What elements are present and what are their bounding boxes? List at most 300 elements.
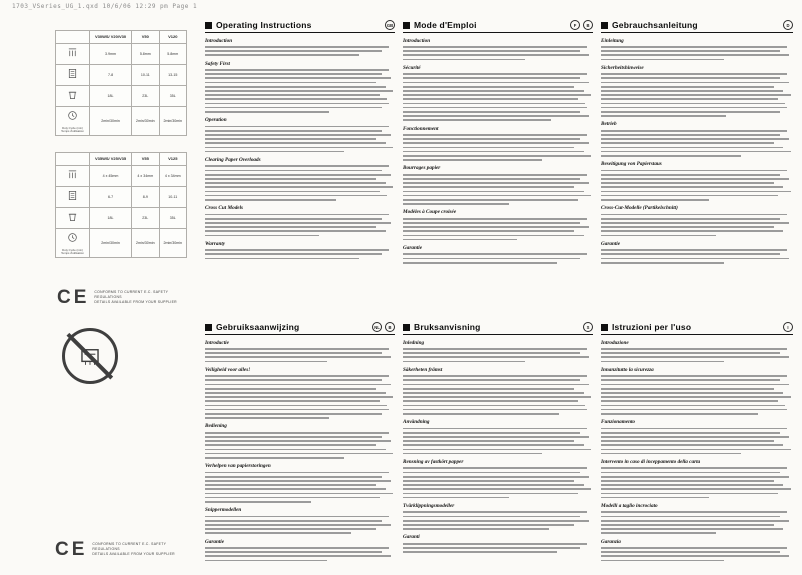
text-line [205, 413, 382, 415]
bin-capacity-icon [56, 86, 90, 107]
text-line [403, 388, 574, 390]
spec-value: 2min/30min [132, 107, 159, 136]
section-heading: Beseitigung von Papierstaus [601, 161, 662, 168]
text-line [205, 134, 391, 136]
text-line [403, 203, 509, 205]
text-line [403, 186, 574, 188]
text-line [403, 428, 587, 430]
sheet-capacity-icon [56, 65, 90, 86]
text-line [403, 258, 580, 260]
text-line [205, 253, 382, 255]
text-line [403, 77, 580, 79]
spec-table-corner [56, 153, 90, 166]
text-line [601, 50, 780, 52]
text-line [403, 348, 587, 350]
shredder-glyph-icon [65, 331, 115, 381]
ce-conformity-block-bottom [55, 540, 187, 559]
text-line [403, 195, 591, 197]
spec-value: 2min/30min [132, 229, 159, 258]
spec-value: 13-15 [159, 65, 186, 86]
text-line [601, 493, 778, 495]
lang-code-badge: I [783, 322, 793, 332]
spec-value: 2min/30min [159, 107, 186, 136]
text-line [205, 82, 376, 84]
text-line [403, 226, 589, 228]
lang-title: Bruksanvisning [414, 322, 481, 332]
text-line [403, 239, 517, 241]
print-metadata: 1703_VSeries_UG_1.qxd 10/6/06 12:29 pm Page 1 [12, 3, 198, 10]
section-heading: Veiligheid voor alles! [205, 366, 251, 373]
section-heading: Innanzitutto la sicurezza [601, 366, 654, 373]
text-line [205, 258, 359, 260]
text-line [601, 409, 787, 411]
text-line [205, 226, 376, 228]
text-line [205, 174, 391, 176]
text-line [601, 103, 785, 105]
text-line [205, 384, 391, 386]
section-heading: Garantie [601, 240, 621, 247]
text-line [601, 488, 791, 490]
spec-value: 10-11 [132, 65, 159, 86]
text-line [403, 440, 574, 442]
text-line [601, 170, 787, 172]
text-line [205, 94, 380, 96]
text-line [205, 524, 391, 526]
lang-code-badge: NL [372, 322, 382, 332]
text-line [205, 142, 386, 144]
text-line [403, 392, 584, 394]
section-heading: Sécurité [403, 64, 421, 71]
lang-header [601, 20, 793, 33]
text-line [403, 444, 584, 446]
spec-row-label: Duty Cycle (min) Temps d'utilisation [61, 248, 84, 256]
spec-value: 18L [90, 208, 132, 229]
text-line [601, 361, 724, 363]
section-heading: Bediening [205, 423, 227, 430]
section-heading: Cross Cut Models [205, 205, 244, 212]
text-line [601, 262, 724, 264]
text-line [205, 480, 391, 482]
section-heading: Garanzia [601, 538, 621, 545]
prohibition-symbol-icon [62, 328, 118, 384]
text-line [205, 90, 393, 92]
section-heading: Warranty [205, 240, 226, 247]
text-line [205, 409, 389, 411]
spec-value: 4 x 34mm [159, 166, 186, 187]
ce-text [94, 290, 189, 305]
lang-title: Operating Instructions [216, 20, 312, 30]
text-line [403, 115, 589, 117]
text-line [205, 182, 386, 184]
lang-block-d [601, 20, 793, 266]
section-heading: Introductie [205, 339, 229, 346]
text-line [601, 77, 780, 79]
bin-capacity-icon [56, 208, 90, 229]
text-line [205, 528, 376, 530]
text-line [205, 130, 382, 132]
section-heading: Introduzione [601, 339, 629, 346]
lang-header [205, 322, 395, 335]
text-line [403, 488, 591, 490]
ce-conformity-block [57, 288, 189, 307]
section-heading: Betrieb [601, 121, 617, 128]
text-line [205, 165, 389, 167]
text-line [601, 400, 778, 402]
text-line [205, 457, 344, 459]
ce-text-line2: DETAILS AVAILABLE FROM YOUR SUPPLIER [92, 552, 175, 557]
text-line [601, 86, 774, 88]
lang-block-gb [205, 20, 395, 262]
spec-table-corner [56, 31, 90, 44]
text-line [403, 94, 591, 96]
text-line [601, 497, 709, 499]
text-line [403, 551, 557, 553]
spec-table-1 [55, 30, 187, 136]
text-line [205, 476, 382, 478]
text-line [205, 375, 389, 377]
section-heading: Sicherheitshinweise [601, 64, 644, 71]
text-line [601, 511, 787, 513]
heading-square-icon [205, 22, 212, 29]
section-heading: Operation [205, 117, 227, 124]
text-line [601, 178, 789, 180]
text-line [205, 126, 389, 128]
text-line [205, 111, 329, 113]
text-line [205, 50, 382, 52]
text-line [205, 191, 380, 193]
text-line [205, 214, 389, 216]
spec-column-header: V30WS/ V20/V30 [90, 31, 132, 44]
text-line [403, 191, 584, 193]
text-line [403, 90, 584, 92]
ce-text-line1: CONFORMS TO CURRENT E.C. SAFETY REGULATIONS [94, 290, 169, 299]
text-line [403, 379, 580, 381]
section-heading: Fonctionnement [403, 125, 439, 132]
text-line [205, 218, 382, 220]
text-line [403, 199, 578, 201]
text-line [601, 532, 716, 534]
text-line [403, 174, 587, 176]
text-line [601, 476, 789, 478]
text-line [403, 413, 559, 415]
text-line [403, 155, 591, 157]
spec-value: 8-9 [132, 187, 159, 208]
text-line [601, 547, 787, 549]
text-line [205, 195, 387, 197]
text-line [601, 375, 787, 377]
duty-cycle-icon [56, 107, 90, 136]
text-line [205, 497, 380, 499]
ce-text [92, 542, 187, 557]
text-line [205, 547, 389, 549]
spec-column-header: V125 [159, 153, 186, 166]
text-line [205, 98, 387, 100]
text-line [601, 528, 783, 530]
lang-title: Istruzioni per l'uso [612, 322, 692, 332]
text-line [601, 405, 785, 407]
text-line [403, 111, 580, 113]
ce-mark: CE [57, 287, 90, 308]
ce-text-line1: CONFORMS TO CURRENT E.C. SAFETY REGULATIONS [92, 542, 167, 551]
lang-code-badge: S [583, 322, 593, 332]
section-heading: Safety First [205, 60, 230, 67]
text-line [205, 560, 327, 562]
text-line [205, 392, 386, 394]
text-line [403, 86, 574, 88]
text-line [403, 543, 587, 545]
section-heading: Snippermodellen [205, 507, 242, 514]
text-line [205, 107, 382, 109]
text-line [601, 138, 789, 140]
text-line [205, 199, 336, 201]
text-line [205, 379, 382, 381]
spec-value: 5.8mm [132, 44, 159, 65]
text-line [601, 222, 789, 224]
spec-value: 2min/30min [159, 229, 186, 258]
text-line [403, 134, 587, 136]
text-line [601, 142, 774, 144]
spec-column-header: V35WS/ V25/V35 [90, 153, 132, 166]
text-line [205, 361, 327, 363]
text-line [601, 73, 787, 75]
text-line [205, 532, 351, 534]
lang-block-f [403, 20, 593, 266]
spec-value: 4 x 45mm [90, 166, 132, 187]
text-line [403, 432, 580, 434]
text-line [205, 235, 319, 237]
text-line [403, 54, 589, 56]
text-line [403, 356, 589, 358]
section-heading: Garantie [205, 538, 225, 545]
text-line [205, 103, 389, 105]
text-line [403, 476, 589, 478]
spec-value: 4 x 34mm [132, 166, 159, 187]
text-line [601, 551, 780, 553]
spec-column-header: V120 [159, 31, 186, 44]
spec-table-1-slot [55, 30, 187, 136]
spec-value: 5.8mm [159, 44, 186, 65]
text-line [601, 356, 789, 358]
text-line [601, 436, 789, 438]
text-line [205, 352, 382, 354]
ce-mark: CE [55, 539, 88, 560]
text-line [205, 186, 393, 188]
text-line [601, 130, 787, 132]
text-line [601, 449, 791, 451]
text-line [403, 352, 580, 354]
text-line [601, 214, 787, 216]
text-line [601, 555, 789, 557]
text-line [601, 472, 780, 474]
text-line [403, 178, 580, 180]
text-line [403, 222, 580, 224]
spec-value: 23L [132, 208, 159, 229]
section-heading: Introduction [205, 37, 233, 44]
text-line [403, 98, 578, 100]
heading-square-icon [601, 22, 608, 29]
text-line [403, 396, 591, 398]
lang-code-badge: GB [385, 20, 395, 30]
text-line [403, 516, 580, 518]
text-line [601, 111, 780, 113]
text-line [403, 375, 587, 377]
text-line [601, 147, 783, 149]
text-line [205, 151, 344, 153]
text-line [205, 86, 386, 88]
cut-width-icon [56, 166, 90, 187]
text-line [601, 82, 789, 84]
text-line [601, 352, 780, 354]
lang-code-badge: B [385, 322, 395, 332]
text-line [403, 119, 551, 121]
text-line [205, 551, 382, 553]
text-line [601, 428, 787, 430]
text-line [205, 396, 393, 398]
text-line [601, 46, 787, 48]
section-heading: Intervento in caso di inceppamento della carta [601, 458, 701, 465]
lang-header [205, 20, 395, 33]
text-line [205, 440, 391, 442]
text-line [601, 413, 758, 415]
spec-value: 6-7 [90, 187, 132, 208]
text-line [601, 98, 778, 100]
sheet-capacity-icon [56, 187, 90, 208]
text-line [403, 520, 589, 522]
text-line [601, 186, 783, 188]
text-line [205, 73, 382, 75]
spec-column-header: V50 [132, 31, 159, 44]
text-line [205, 178, 376, 180]
cut-width-icon [56, 44, 90, 65]
text-line [403, 182, 589, 184]
text-line [601, 59, 724, 61]
lang-block-nl [205, 322, 395, 564]
text-line [403, 524, 574, 526]
heading-square-icon [403, 324, 410, 331]
text-line [205, 348, 389, 350]
text-line [403, 484, 584, 486]
text-line [601, 191, 791, 193]
spec-value: 2min/30min [90, 229, 132, 258]
text-line [403, 73, 587, 75]
text-line [403, 253, 587, 255]
text-line [205, 555, 391, 557]
text-line [403, 547, 580, 549]
text-line [601, 520, 789, 522]
text-line [403, 409, 587, 411]
section-heading: Garanti [403, 534, 420, 541]
text-line [403, 467, 587, 469]
heading-square-icon [601, 324, 608, 331]
lang-block-i [601, 322, 793, 564]
text-line [205, 388, 376, 390]
text-line [205, 417, 329, 419]
text-line [403, 262, 557, 264]
lang-header [403, 20, 593, 33]
text-line [601, 379, 780, 381]
text-line [403, 511, 587, 513]
text-line [205, 170, 382, 172]
text-line [403, 528, 549, 530]
lang-code-badge: F [570, 20, 580, 30]
text-line [601, 199, 709, 201]
text-line [601, 230, 783, 232]
text-line [403, 384, 589, 386]
text-line [205, 484, 376, 486]
text-line [403, 480, 574, 482]
lang-title: Mode d'Emploi [414, 20, 477, 30]
text-line [205, 436, 382, 438]
text-line [205, 488, 386, 490]
spec-row-label: Duty Cycle (min) Temps d'utilisation [61, 126, 84, 134]
text-line [205, 501, 311, 503]
text-line [205, 472, 389, 474]
section-heading: Funzionamento [601, 419, 636, 426]
text-line [403, 138, 580, 140]
text-line [205, 46, 389, 48]
lang-title: Gebruiksaanwijzing [216, 322, 300, 332]
spec-value: 2min/30min [90, 107, 132, 136]
text-line [403, 142, 589, 144]
lang-code-badge: D [783, 20, 793, 30]
section-heading: Cross-Cut-Modelle (Partikelschnitt) [601, 205, 678, 212]
section-heading: Modelli a taglio incrociato [601, 502, 658, 509]
text-line [601, 453, 741, 455]
spec-value: 3.9mm [90, 44, 132, 65]
text-line [403, 147, 574, 149]
text-line [205, 516, 389, 518]
text-line [403, 82, 589, 84]
text-line [205, 138, 376, 140]
spec-value: 10-11 [159, 187, 186, 208]
spec-value: 23L [132, 86, 159, 107]
spec-table-2 [55, 152, 187, 258]
text-line [601, 182, 774, 184]
text-line [403, 230, 574, 232]
text-line [601, 195, 778, 197]
text-line [601, 249, 787, 251]
section-heading: Garantie [403, 244, 423, 251]
text-line [205, 54, 359, 56]
text-line [601, 440, 774, 442]
text-line [205, 147, 393, 149]
text-line [601, 226, 774, 228]
section-heading: Bourrages papier [403, 165, 441, 172]
spec-table-2-slot [55, 152, 187, 258]
duty-cycle-icon [56, 229, 90, 258]
spec-value: 35L [159, 208, 186, 229]
section-heading: Verhelpen van papierstoringen [205, 463, 271, 470]
text-line [601, 258, 789, 260]
spec-column-header: V55 [132, 153, 159, 166]
text-line [403, 436, 589, 438]
section-heading: Användning [403, 419, 430, 426]
text-line [601, 54, 789, 56]
text-line [403, 235, 584, 237]
section-heading: Säkerheten främst [403, 366, 443, 373]
section-heading: Tvärklippningsmodeller [403, 502, 455, 509]
text-line [601, 480, 774, 482]
text-line [601, 524, 774, 526]
text-line [601, 94, 791, 96]
ce-text-line2: DETAILS AVAILABLE FROM YOUR SUPPLIER [94, 300, 177, 305]
text-line [601, 444, 783, 446]
text-line [205, 400, 380, 402]
section-heading: Clearing Paper Overloads [205, 156, 261, 163]
section-heading: Einleitung [601, 37, 624, 44]
text-line [205, 356, 391, 358]
text-line [403, 449, 591, 451]
